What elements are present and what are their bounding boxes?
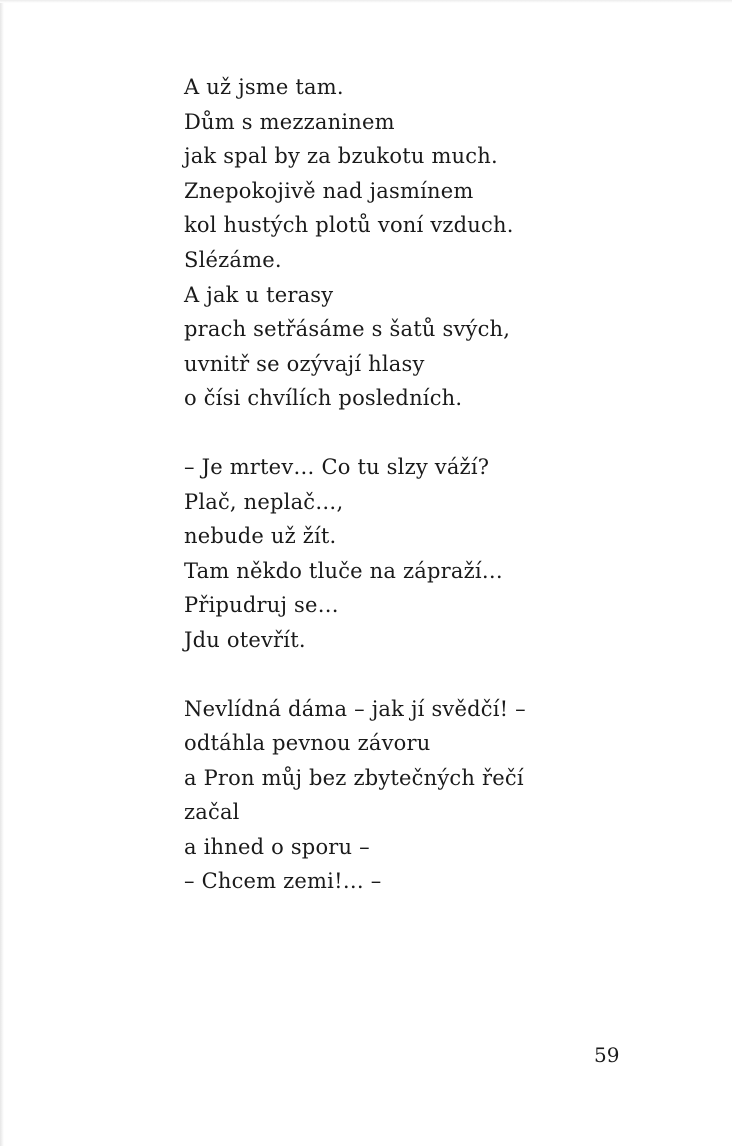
verse-line: uvnitř se ozývají hlasy [184,351,425,376]
verse-line: Jdu otevřít. [184,627,306,652]
page-number: 59 [594,1043,620,1067]
verse-line: nebude už žít. [184,524,337,549]
page-edge-shadow-top [0,0,732,3]
verse-line: – Je mrtev… Co tu slzy váží? [184,454,490,479]
verse-line: A už jsme tam. [184,75,344,99]
stanza-3 [184,692,704,900]
verse-line: odtáhla pevnou závoru [184,731,431,756]
verse-line: Připudruj se… [184,593,339,618]
verse-line: Slézáme. [184,247,282,272]
verse-line: A jak u terasy [184,282,334,307]
stanza-1 [184,70,704,416]
verse-line: – Chcem zemi!… – [184,869,382,894]
verse-line: Nevlídná dáma – jak jí svědčí! – [184,696,526,721]
verse-line: Dům s mezzaninem [184,109,395,134]
page-edge-shadow-left [0,0,4,1146]
verse-line: Znepokojivě nad jasmínem [184,178,474,203]
stanza-2 [184,450,704,658]
verse-line: a ihned o sporu – [184,834,370,859]
verse-line: Plač, neplač…, [184,489,344,514]
verse-line: kol hustých plotů voní vzduch. [184,213,514,238]
verse-line: Tam někdo tluče na zápraží… [184,558,503,583]
verse-line: a Pron můj bez zbytečných řečí [184,765,524,790]
verse-line: o čísi chvílích posledních. [184,386,463,411]
poem [184,70,704,899]
verse-line: prach setřásáme s šatů svých, [184,317,511,342]
verse-line: začal [184,800,240,825]
verse-line: jak spal by za bzukotu much. [184,144,498,169]
